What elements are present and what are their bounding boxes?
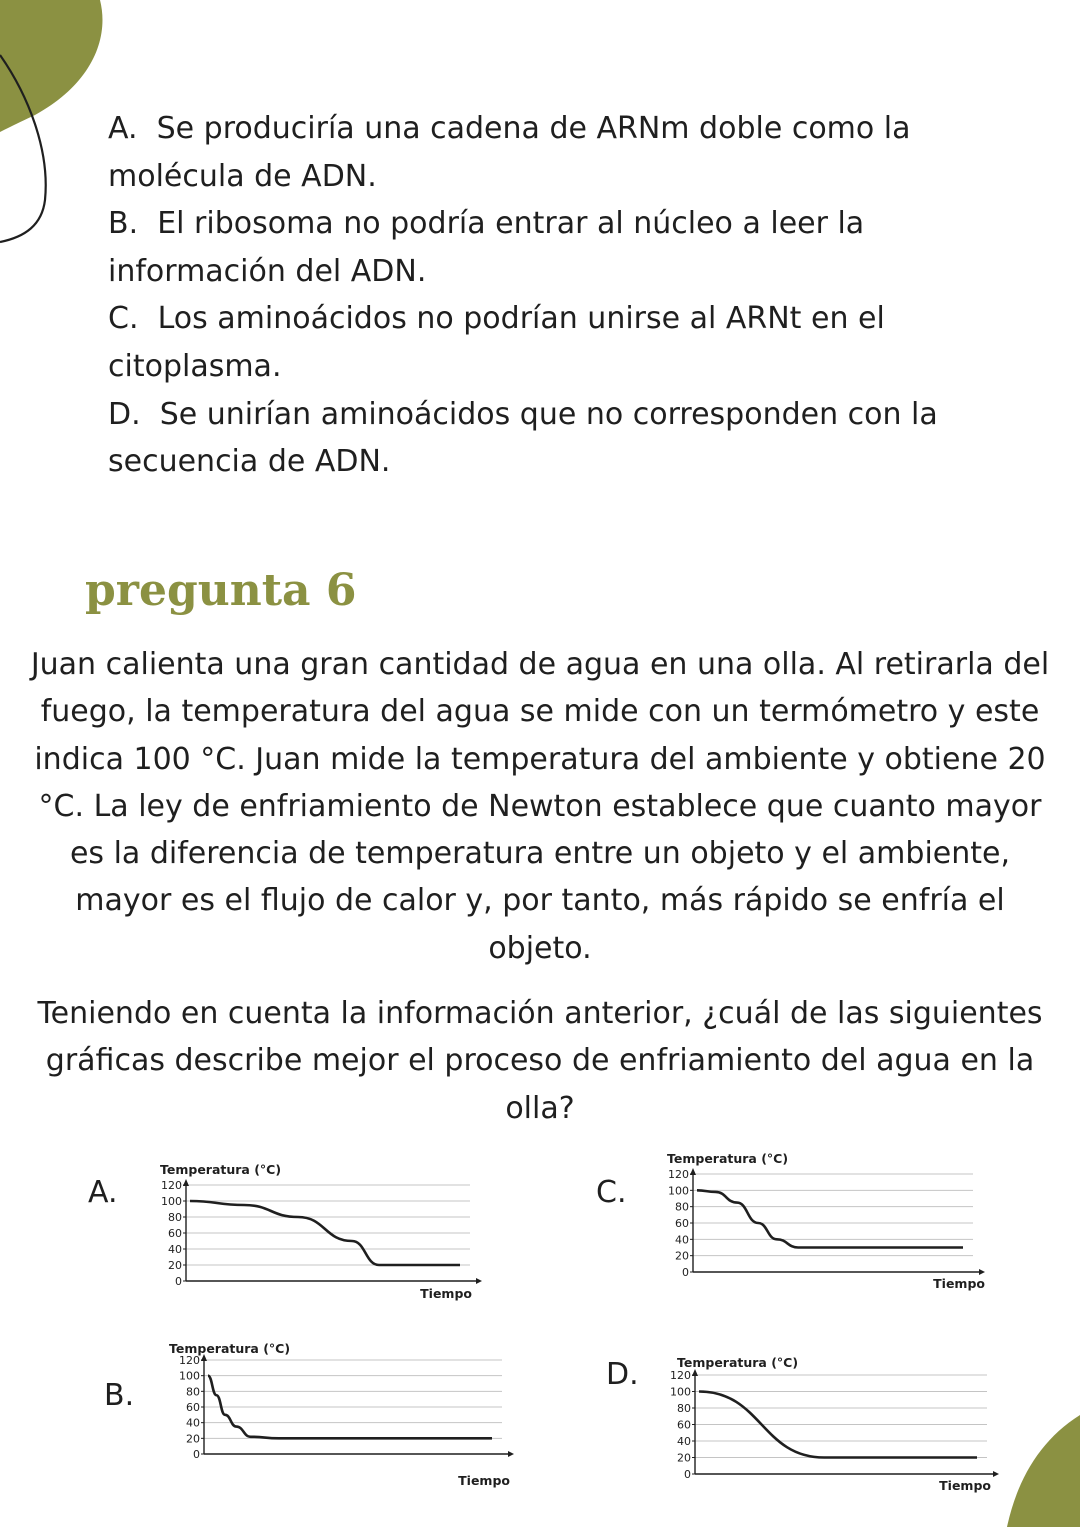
y-tick-label: 100 [179, 1369, 200, 1383]
y-tick-label: 20 [675, 1249, 689, 1263]
chart-title: Temperatura (°C) [169, 1341, 291, 1356]
x-axis-label: Tiempo [458, 1473, 510, 1488]
graph-option-letter-a: A. [88, 1175, 118, 1210]
option-line: molécula de ADN. [108, 158, 377, 194]
question-prompt: Teniendo en cuenta la información anterior, ¿cuál de las siguientes gráficas describe mejor el proceso de enfriamiento del agua en la olla? [37, 996, 1043, 1126]
y-tick-label: 40 [675, 1233, 689, 1247]
y-tick-label: 40 [168, 1243, 182, 1256]
y-tick-label: 120 [161, 1179, 182, 1192]
y-tick-label: 0 [193, 1448, 200, 1461]
y-tick-label: 0 [682, 1266, 689, 1279]
x-axis-arrow [979, 1269, 985, 1275]
y-tick-label: 20 [677, 1451, 691, 1465]
question-title: pregunta 6 [85, 565, 357, 616]
y-axis-arrow [692, 1369, 698, 1376]
x-axis-label: Tiempo [933, 1276, 985, 1291]
graph-a [150, 1158, 490, 1308]
y-tick-label: 120 [668, 1168, 689, 1181]
y-tick-label: 120 [179, 1354, 200, 1367]
option-letter: D. [108, 396, 141, 432]
option-text: El ribosoma no podría entrar al núcleo a leer la [157, 206, 865, 242]
y-tick-label: 120 [670, 1369, 691, 1382]
y-tick-label: 100 [670, 1385, 691, 1399]
y-axis-arrow [183, 1179, 189, 1186]
option-letter: B. [108, 206, 139, 242]
option-letter: A. [108, 111, 138, 146]
option-text: Se unirían aminoácidos que no corresponden con la [159, 396, 938, 432]
x-axis-arrow [993, 1471, 999, 1477]
option-text: Los aminoácidos no podrían unirse al ARNt en el [157, 301, 885, 337]
y-tick-label: 80 [186, 1385, 200, 1399]
option-line [108, 105, 1008, 153]
y-tick-label: 20 [186, 1432, 200, 1446]
graph-d [665, 1330, 1000, 1495]
y-tick-label: 80 [168, 1211, 182, 1224]
option-line: citoplasma. [108, 348, 282, 384]
y-tick-label: 60 [186, 1401, 200, 1414]
graph-option-letter-c: C. [596, 1175, 627, 1210]
option-line [108, 391, 1008, 439]
x-axis-arrow [476, 1278, 482, 1284]
option-line: secuencia de ADN. [108, 444, 391, 480]
leaf-shape [1007, 1415, 1080, 1527]
y-tick-label: 60 [677, 1418, 691, 1432]
x-axis-label: Tiempo [420, 1286, 472, 1301]
x-axis-label: Tiempo [939, 1478, 991, 1493]
y-tick-label: 100 [161, 1195, 182, 1208]
previous-question-options [108, 105, 1008, 486]
option-line [108, 295, 1008, 343]
y-tick-label: 80 [675, 1200, 689, 1214]
option-line [108, 200, 1008, 248]
top-left-leaf-decoration [0, 0, 110, 250]
y-tick-label: 100 [668, 1184, 689, 1198]
chart-title: Temperatura (°C) [677, 1355, 799, 1370]
y-tick-label: 60 [168, 1227, 182, 1240]
chart-title: Temperatura (°C) [160, 1162, 282, 1177]
y-tick-label: 0 [175, 1275, 182, 1288]
y-axis-arrow [690, 1168, 696, 1175]
y-tick-label: 40 [677, 1435, 691, 1448]
graph-option-letter-b: B. [104, 1378, 135, 1413]
y-tick-label: 60 [675, 1217, 689, 1230]
option-line: información del ADN. [108, 253, 427, 289]
x-axis-arrow [508, 1451, 514, 1457]
y-tick-label: 0 [684, 1468, 691, 1481]
graph-b [160, 1335, 520, 1495]
leaf-shape [0, 0, 102, 132]
y-tick-label: 40 [186, 1416, 200, 1430]
option-text: Se produciría una cadena de ARNm doble como la [156, 111, 911, 146]
y-tick-label: 20 [168, 1259, 182, 1272]
y-tick-label: 80 [677, 1402, 691, 1415]
question-statement: Juan calienta una gran cantidad de agua en una olla. Al retirarla del fuego, la temperatura del agua se mide con un termómetro y este indica 100 °C. Juan mide la temperatura del ambiente y obtiene 20 °C. La ley de enfriamiento de Newton establece que cuanto mayor es la diferencia de temperatura entre un objeto y el ambiente, mayor es el flujo de calor y, por tanto, más rápido se enfría el objeto. [30, 647, 1050, 966]
graph-option-letter-d: D. [606, 1357, 639, 1392]
graph-c [655, 1148, 995, 1293]
chart-title: Temperatura (°C) [667, 1151, 789, 1166]
option-letter: C. [108, 301, 139, 337]
